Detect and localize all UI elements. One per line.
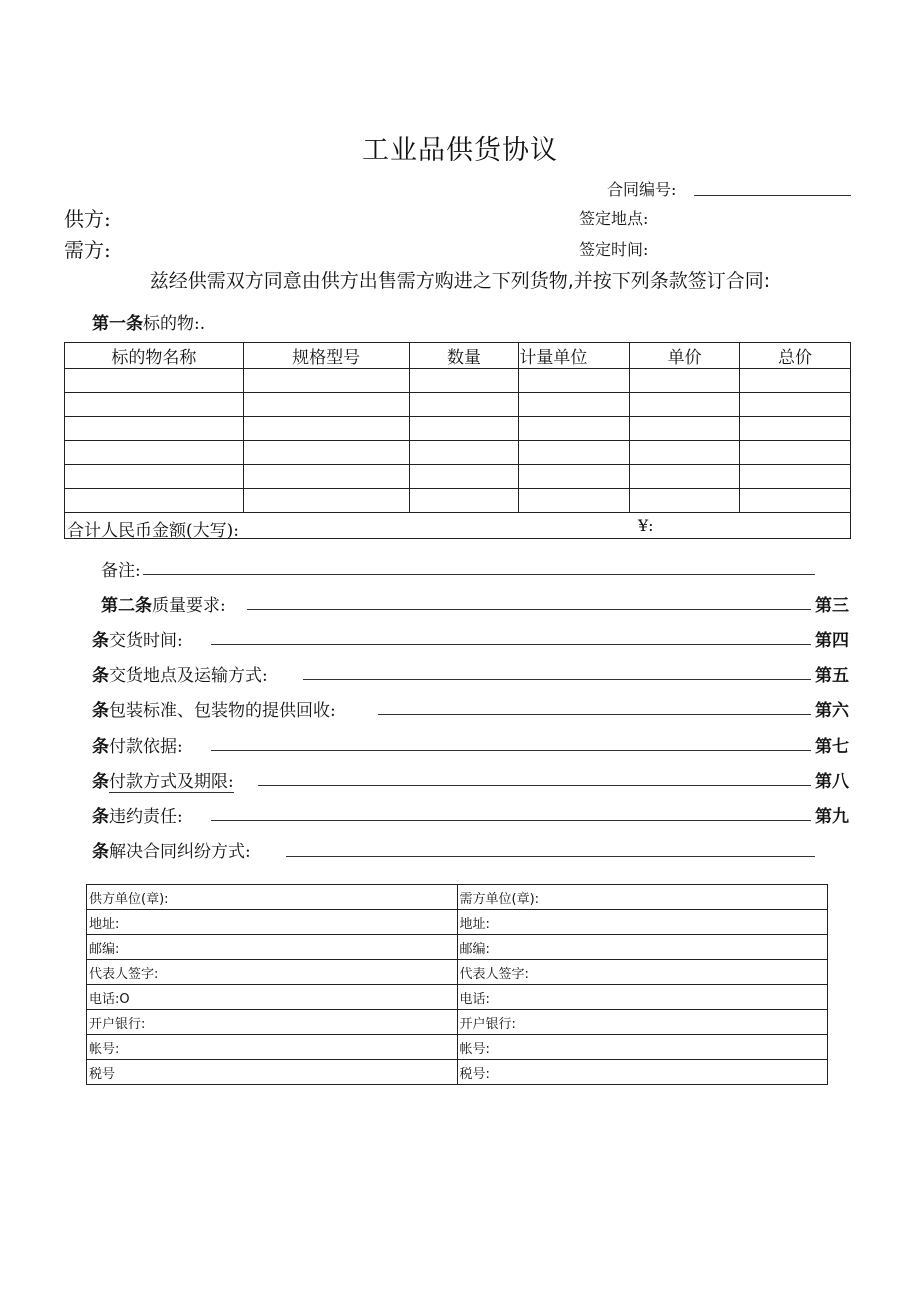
table-cell[interactable] [65,441,244,465]
table-row [65,369,851,393]
sign-time-label: 签定时间: [579,240,649,259]
clause-3 [92,626,183,651]
header-total-price: 总价 [740,343,851,369]
table-cell[interactable] [65,489,244,513]
table-row [87,935,828,960]
sign-place-label: 签定地点: [579,209,649,228]
clause-4 [92,661,268,686]
buyer-bank-cell[interactable]: 开户银行: [457,1010,828,1035]
clause-6 [92,732,183,757]
table-row [65,393,851,417]
clause-4-field[interactable] [303,679,811,680]
clause-tail: 第七 [815,737,849,757]
clause-8-field[interactable] [211,820,811,821]
buyer-label: 需方: [64,238,111,262]
table-cell[interactable] [740,441,851,465]
table-cell[interactable] [630,417,740,441]
table-cell[interactable] [630,369,740,393]
clause-text: 交货时间: [109,631,183,651]
clause-tail: 第六 [815,701,849,721]
table-cell[interactable] [409,441,519,465]
table-cell[interactable] [740,417,851,441]
clause-8 [92,802,183,827]
table-cell[interactable] [243,369,409,393]
header-quantity: 数量 [409,343,519,369]
clause-1-text: 标的物:. [143,314,206,334]
table-row [87,1010,828,1035]
buyer-postcode-cell[interactable]: 邮编: [457,935,828,960]
table-cell[interactable] [519,417,630,441]
remark-field[interactable] [143,574,815,575]
clause-prefix: 条 [92,842,109,862]
clause-prefix: 条 [92,666,109,686]
table-cell[interactable] [519,489,630,513]
table-row [65,417,851,441]
table-cell[interactable] [65,417,244,441]
table-cell[interactable] [740,393,851,417]
clause-text: 付款方式及期限: [109,772,234,792]
supplier-address-cell[interactable]: 地址: [87,910,458,935]
supplier-phone-cell[interactable]: 电话:O [87,985,458,1010]
parties-table [86,884,828,1085]
supplier-account-cell[interactable]: 帐号: [87,1035,458,1060]
supplier-label: 供方: [64,207,111,231]
clause-text: 付款依据: [109,737,183,757]
clause-prefix: 条 [92,772,109,792]
page-title: 工业品供货协议 [362,135,558,166]
table-row [65,441,851,465]
table-cell[interactable] [630,441,740,465]
table-row [65,465,851,489]
clause-prefix: 条 [92,631,109,651]
clause-9 [92,837,251,862]
table-row [87,910,828,935]
contract-no-field[interactable] [694,195,851,196]
clause-1-prefix: 第一条 [92,314,143,334]
clause-tail: 第四 [815,631,849,651]
clause-text: 包装标准、包装物的提供回收: [109,701,336,721]
clause-7 [92,767,234,792]
header-spec: 规格型号 [243,343,409,369]
table-row [87,1060,828,1085]
buyer-representative-cell[interactable]: 代表人签字: [457,960,828,985]
clause-tail: 第五 [815,666,849,686]
clause-prefix: 条 [92,807,109,827]
clause-5-field[interactable] [378,714,811,715]
table-cell[interactable] [630,465,740,489]
total-cell[interactable] [65,513,851,539]
goods-table [64,342,851,539]
table-cell[interactable] [740,465,851,489]
clause-text: 解决合同纠纷方式: [109,842,251,862]
table-cell[interactable] [519,465,630,489]
buyer-address-cell[interactable]: 地址: [457,910,828,935]
clause-prefix: 条 [92,737,109,757]
clause-tail: 第九 [815,807,849,827]
table-cell[interactable] [243,393,409,417]
clause-text: 质量要求: [152,596,226,616]
table-row [87,1035,828,1060]
clause-7-field[interactable] [258,785,811,786]
clause-text: 交货地点及运输方式: [109,666,268,686]
clause-prefix: 第二条 [101,596,152,616]
table-cell[interactable] [409,369,519,393]
table-cell[interactable] [409,489,519,513]
table-row [87,960,828,985]
total-row [65,513,851,539]
table-row [65,489,851,513]
supplier-tax-cell[interactable]: 税号 [87,1060,458,1085]
table-cell[interactable] [65,393,244,417]
clause-prefix: 条 [92,701,109,721]
contract-no-label: 合同编号: [607,180,677,199]
header-unit: 计量单位 [519,343,630,369]
clause-6-field[interactable] [211,750,811,751]
goods-header-row [65,343,851,369]
table-cell[interactable] [243,441,409,465]
clause-text: 违约责任: [109,807,183,827]
table-cell[interactable] [243,417,409,441]
table-cell[interactable] [409,417,519,441]
table-cell[interactable] [630,489,740,513]
buyer-account-cell[interactable]: 帐号: [457,1035,828,1060]
table-cell[interactable] [409,393,519,417]
table-cell[interactable] [243,489,409,513]
clause-2-field[interactable] [247,609,811,610]
buyer-unit-cell[interactable]: 需方单位(章): [457,885,828,910]
table-row [87,885,828,910]
table-cell[interactable] [65,369,244,393]
table-cell[interactable] [519,369,630,393]
intro-text: 兹经供需双方同意由供方出售需方购进之下列货物,并按下列条款签订合同: [149,270,771,292]
buyer-phone-cell[interactable]: 电话: [457,985,828,1010]
yen-label: ¥: [638,516,654,535]
clause-3-field[interactable] [211,644,811,645]
clause-1 [92,309,205,334]
supplier-representative-cell[interactable]: 代表人签字: [87,960,458,985]
supplier-unit-cell[interactable]: 供方单位(章): [87,885,458,910]
table-row [87,985,828,1010]
clause-9-field[interactable] [286,856,815,857]
table-cell[interactable] [740,489,851,513]
table-cell[interactable] [630,393,740,417]
table-cell[interactable] [519,393,630,417]
clause-2 [101,591,226,616]
buyer-tax-cell[interactable]: 税号: [457,1060,828,1085]
clause-5 [92,696,336,721]
clause-tail: 第八 [815,772,849,792]
remark-label: 备注: [101,561,141,581]
table-cell[interactable] [409,465,519,489]
table-cell[interactable] [243,465,409,489]
header-unit-price: 单价 [630,343,740,369]
supplier-bank-cell[interactable]: 开户银行: [87,1010,458,1035]
table-cell[interactable] [65,465,244,489]
total-amount-label: 合计人民币金额(大写): [67,521,239,541]
header-item-name: 标的物名称 [65,343,244,369]
table-cell[interactable] [740,369,851,393]
clause-tail: 第三 [815,596,849,616]
supplier-postcode-cell[interactable]: 邮编: [87,935,458,960]
table-cell[interactable] [519,441,630,465]
